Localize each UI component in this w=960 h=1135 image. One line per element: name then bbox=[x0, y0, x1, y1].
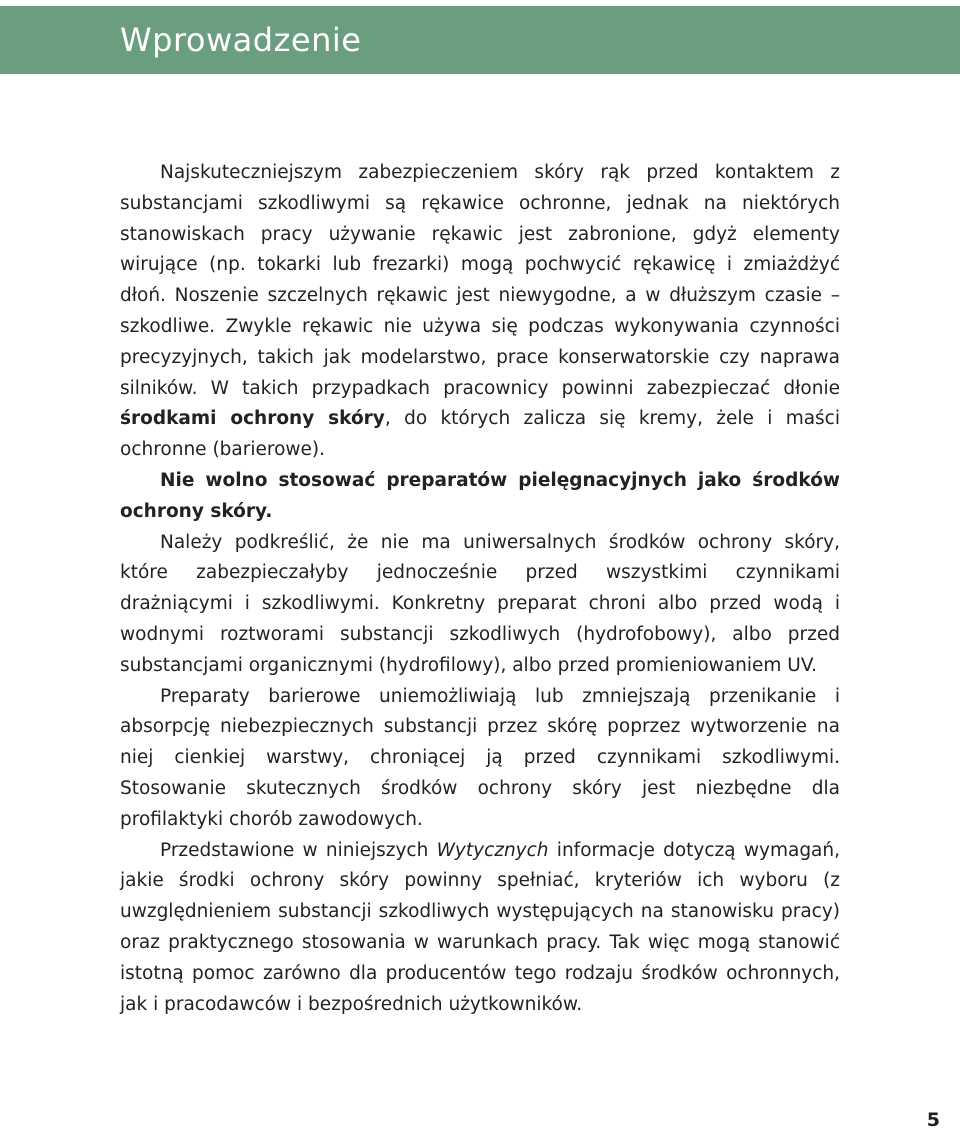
paragraph-barrier: Preparaty barierowe uniemożliwiają lub zmniejszają przenikanie i absorpcję niebezpiecznych substancji przez skórę poprzez wytworzenie na niej cienkiej warstwy, chroniącej ją przed czynnikami szkodliwymi. Stosowanie skutecznych środków ochrony skóry jest niezbędne dla profilaktyki chorób zawodowych. bbox=[120, 685, 840, 830]
warning-statement: Nie wolno stosować preparatów pielęgnacyjnych jako środków ochrony skóry. bbox=[120, 469, 840, 522]
paragraph-guidelines-text-1: Przedstawione w niniejszych bbox=[160, 839, 437, 861]
chapter-title: Wprowadzenie bbox=[120, 21, 362, 59]
skin-protection-term: środkami ochrony skóry bbox=[120, 408, 385, 430]
paragraph-universal: Należy podkreślić, że nie ma uniwersalnych środków ochrony skóry, które zabezpieczałyby jednocześnie przed wszystkimi czynnikami drażniącymi i szkodliwymi. Konkretny preparat chroni albo przed wodą i wodnymi roztworami substancji szkodliwych (hydrofobowy), albo przed substancjami organicznymi (hydrofilowy), albo przed promieniowaniem UV. bbox=[120, 531, 840, 676]
paragraph-guidelines bbox=[120, 836, 840, 1021]
paragraph-guidelines-text-2: informacje dotyczą wymagań, jakie środki ochrony skóry powinny spełniać, kryteriów ich wyboru (z uwzględnieniem substancji szkodliwych występujących na stanowisku pracy) oraz praktycznego stosowania w warunkach pracy. Tak więc mogą stanowić istotną pomoc zarówno dla producentów tego rodzaju środków ochronnych, jak i pracodawców i bezpośrednich użytkowników. bbox=[120, 839, 841, 1015]
body-text bbox=[120, 158, 840, 1020]
paragraph-intro-text-2: , do których zalicza się kremy, żele i maści ochronne (barierowe). bbox=[120, 408, 840, 461]
paragraph-intro bbox=[120, 158, 840, 466]
guidelines-title: Wytycznych bbox=[436, 839, 549, 861]
page-number: 5 bbox=[926, 1109, 940, 1131]
paragraph-intro-text-1: Najskuteczniejszym zabezpieczeniem skóry rąk przed kontaktem z substancjami szkodliwymi są rękawice ochronne, jednak na niektórych stanowiskach pracy używanie rękawic jest zabronione, gdyż elementy wirujące (np. tokarki lub frezarki) mogą pochwycić rękawicę i zmiażdżyć dłoń. Noszenie szczelnych rękawic jest niewygodne, a w dłuższym czasie – szkodliwe. Zwykle rękawic nie używa się podczas wykonywania czynności precyzyjnych, takich jak modelarstwo, prace konserwatorskie czy naprawa silników. W takich przypadkach pracownicy powinni zabezpieczać dłonie bbox=[120, 162, 840, 399]
